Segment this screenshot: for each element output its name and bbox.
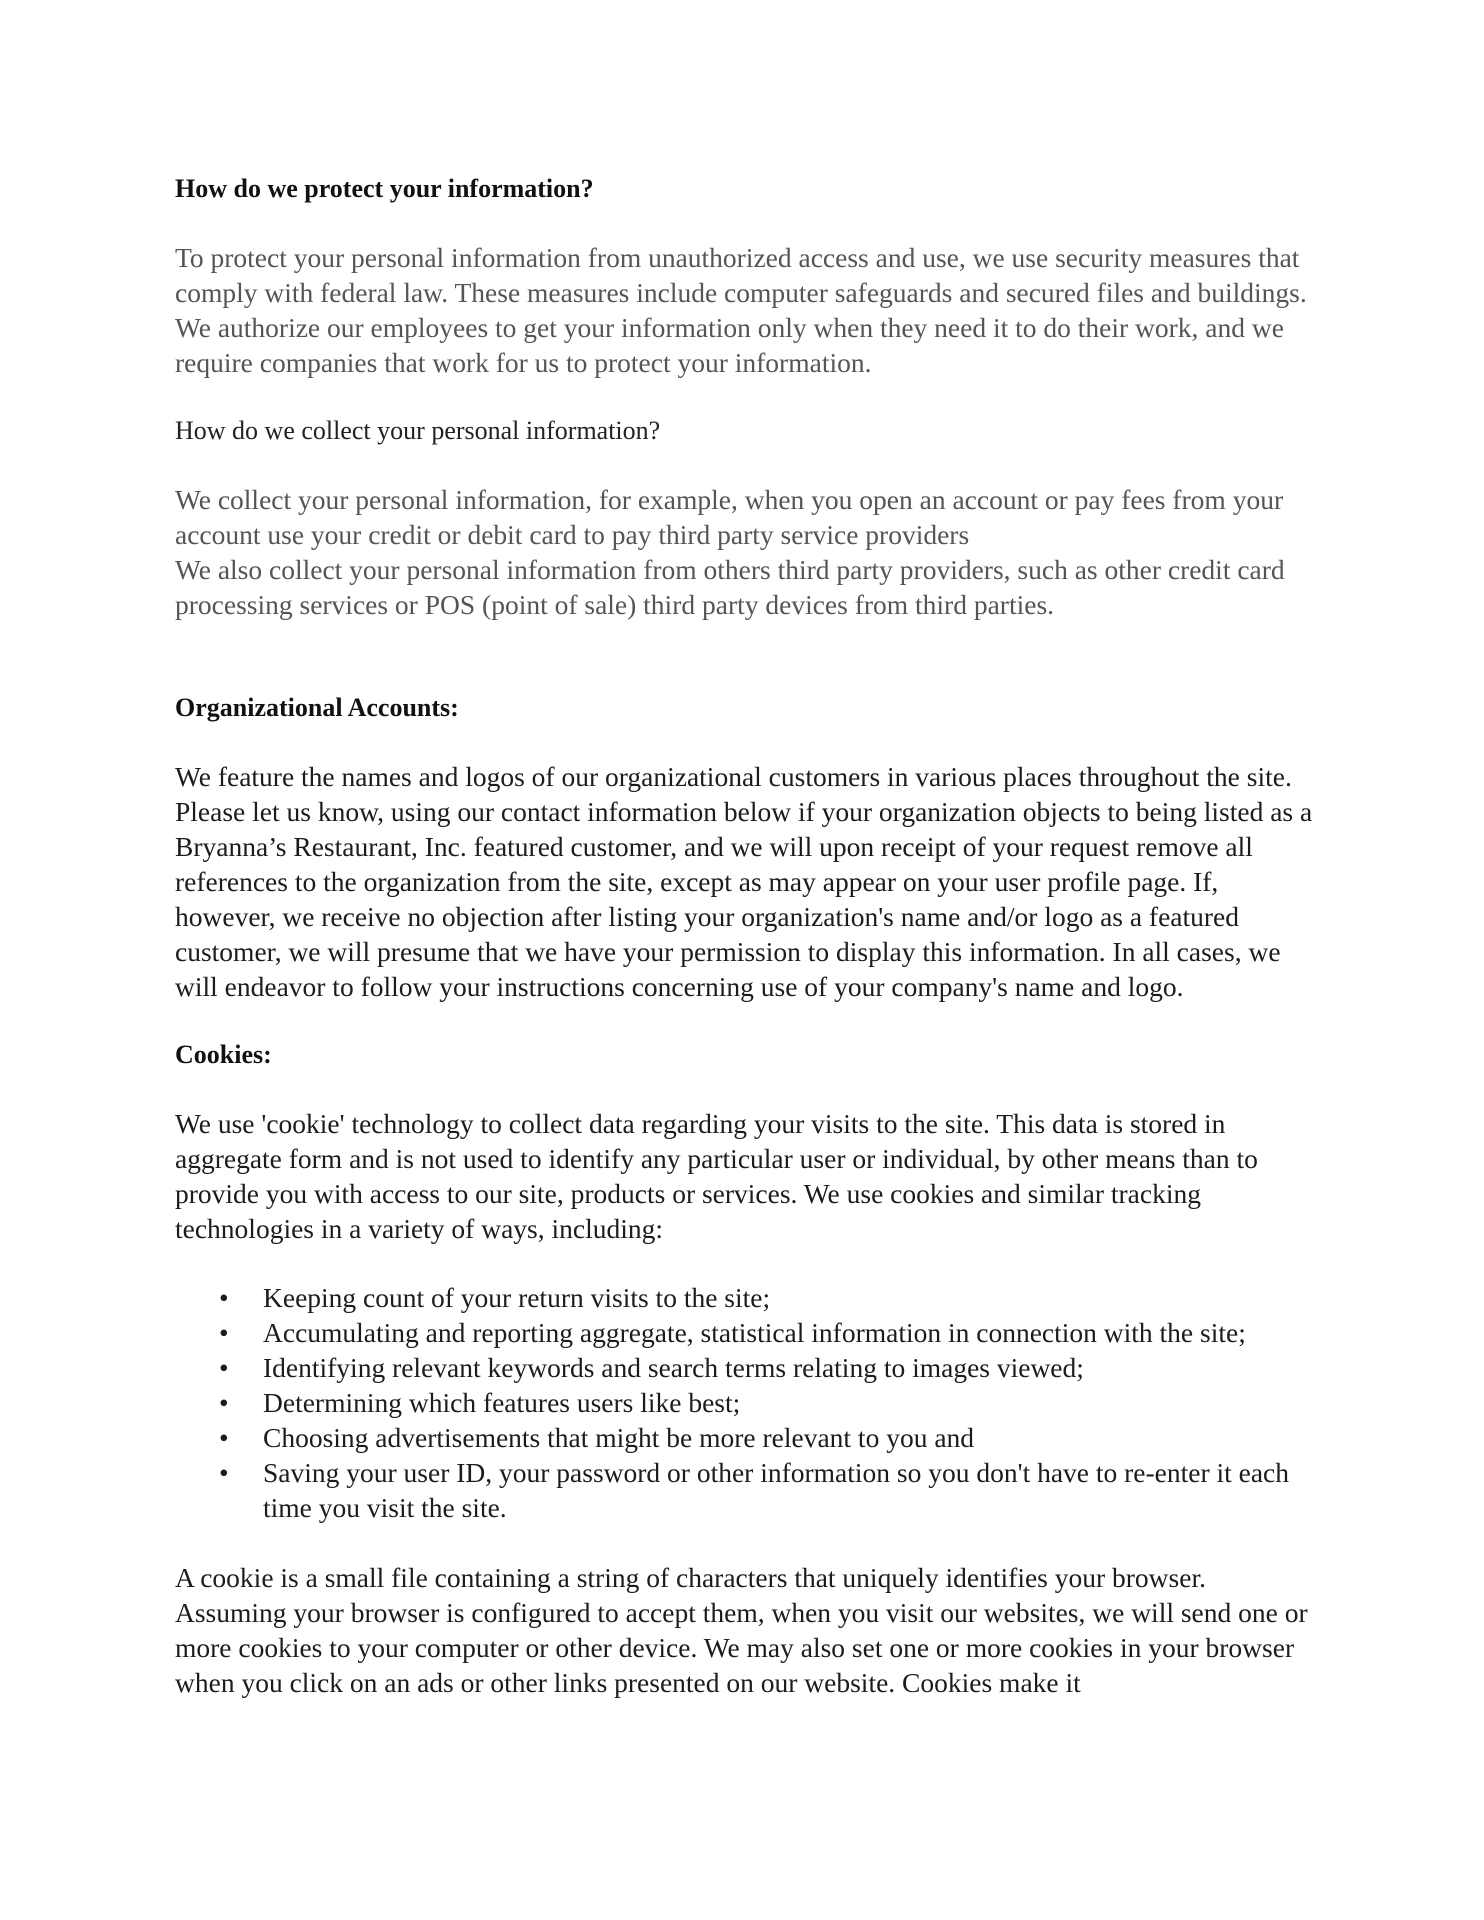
paragraph-protect-information: To protect your personal information from unauthorized access and use, we use security measures that comply with federal law. These measures include computer safeguards and secured files and buildings. We authorize our employees to get your information only when they need it to do their work, and we require companies that work for us to protect your information. <box>175 242 1307 378</box>
heading-cookies: Cookies: <box>175 1040 272 1069</box>
paragraph-organizational-accounts: We feature the names and logos of our organizational customers in various places throughout the site. Please let us know, using our contact information below if your organization objects to being listed as a Bryanna’s Restaurant, Inc. featured customer, and we will upon receipt of your request remove all references to the organization from the site, except as may appear on your user profile page. If, however, we receive no objection after listing your organization's name and/or logo as a featured customer, we will presume that we have your permission to display this information. In all cases, we will endeavor to follow your instructions concerning use of your company's name and logo. <box>175 761 1313 1002</box>
heading-protect-information: How do we protect your information? <box>175 174 594 203</box>
list-item: • Determining which features users like best; <box>219 1387 741 1418</box>
heading-collect-information: How do we collect your personal information? <box>175 416 661 445</box>
list-item: • Accumulating and reporting aggregate, statistical information in connection with the site; <box>219 1317 1246 1348</box>
bullet-icon: • <box>219 1282 229 1313</box>
list-item: • Keeping count of your return visits to the site; <box>219 1282 771 1313</box>
paragraph-cookies-intro: We use 'cookie' technology to collect data regarding your visits to the site. This data is stored in aggregate form and is not used to identify any particular user or individual, by other means than to provide you with access to our site, products or services. We use cookies and similar tracking technologies in a variety of ways, including: <box>175 1108 1258 1244</box>
bullet-icon: • <box>219 1387 229 1418</box>
paragraph-collect-information-2: We also collect your personal information from others third party providers, such as other credit card processing services or POS (point of sale) third party devices from third parties. <box>175 554 1285 620</box>
bullet-icon: • <box>219 1457 229 1488</box>
list-item: • Choosing advertisements that might be more relevant to you and <box>219 1422 975 1453</box>
heading-organizational-accounts: Organizational Accounts: <box>175 693 459 722</box>
paragraph-collect-information-1: We collect your personal information, for example, when you open an account or pay fees from your account use your credit or debit card to pay third party service providers <box>175 484 1284 550</box>
bullet-icon: • <box>219 1352 229 1383</box>
list-item: • Identifying relevant keywords and search terms relating to images viewed; <box>219 1352 1084 1383</box>
document-page <box>175 172 1325 1700</box>
bullet-icon: • <box>219 1317 229 1348</box>
cookies-usage-list <box>175 1280 1325 1525</box>
paragraph-cookies-definition: A cookie is a small file containing a string of characters that uniquely identifies your browser. Assuming your browser is configured to accept them, when you visit our websites, we will send one or more cookies to your computer or other device. We may also set one or more cookies in your browser when you click on an ads or other links presented on our website. Cookies make it <box>175 1562 1308 1698</box>
bullet-icon: • <box>219 1422 229 1453</box>
list-item: • Saving your user ID, your password or other information so you don't have to re-enter it each time you visit the site. <box>219 1457 1290 1523</box>
